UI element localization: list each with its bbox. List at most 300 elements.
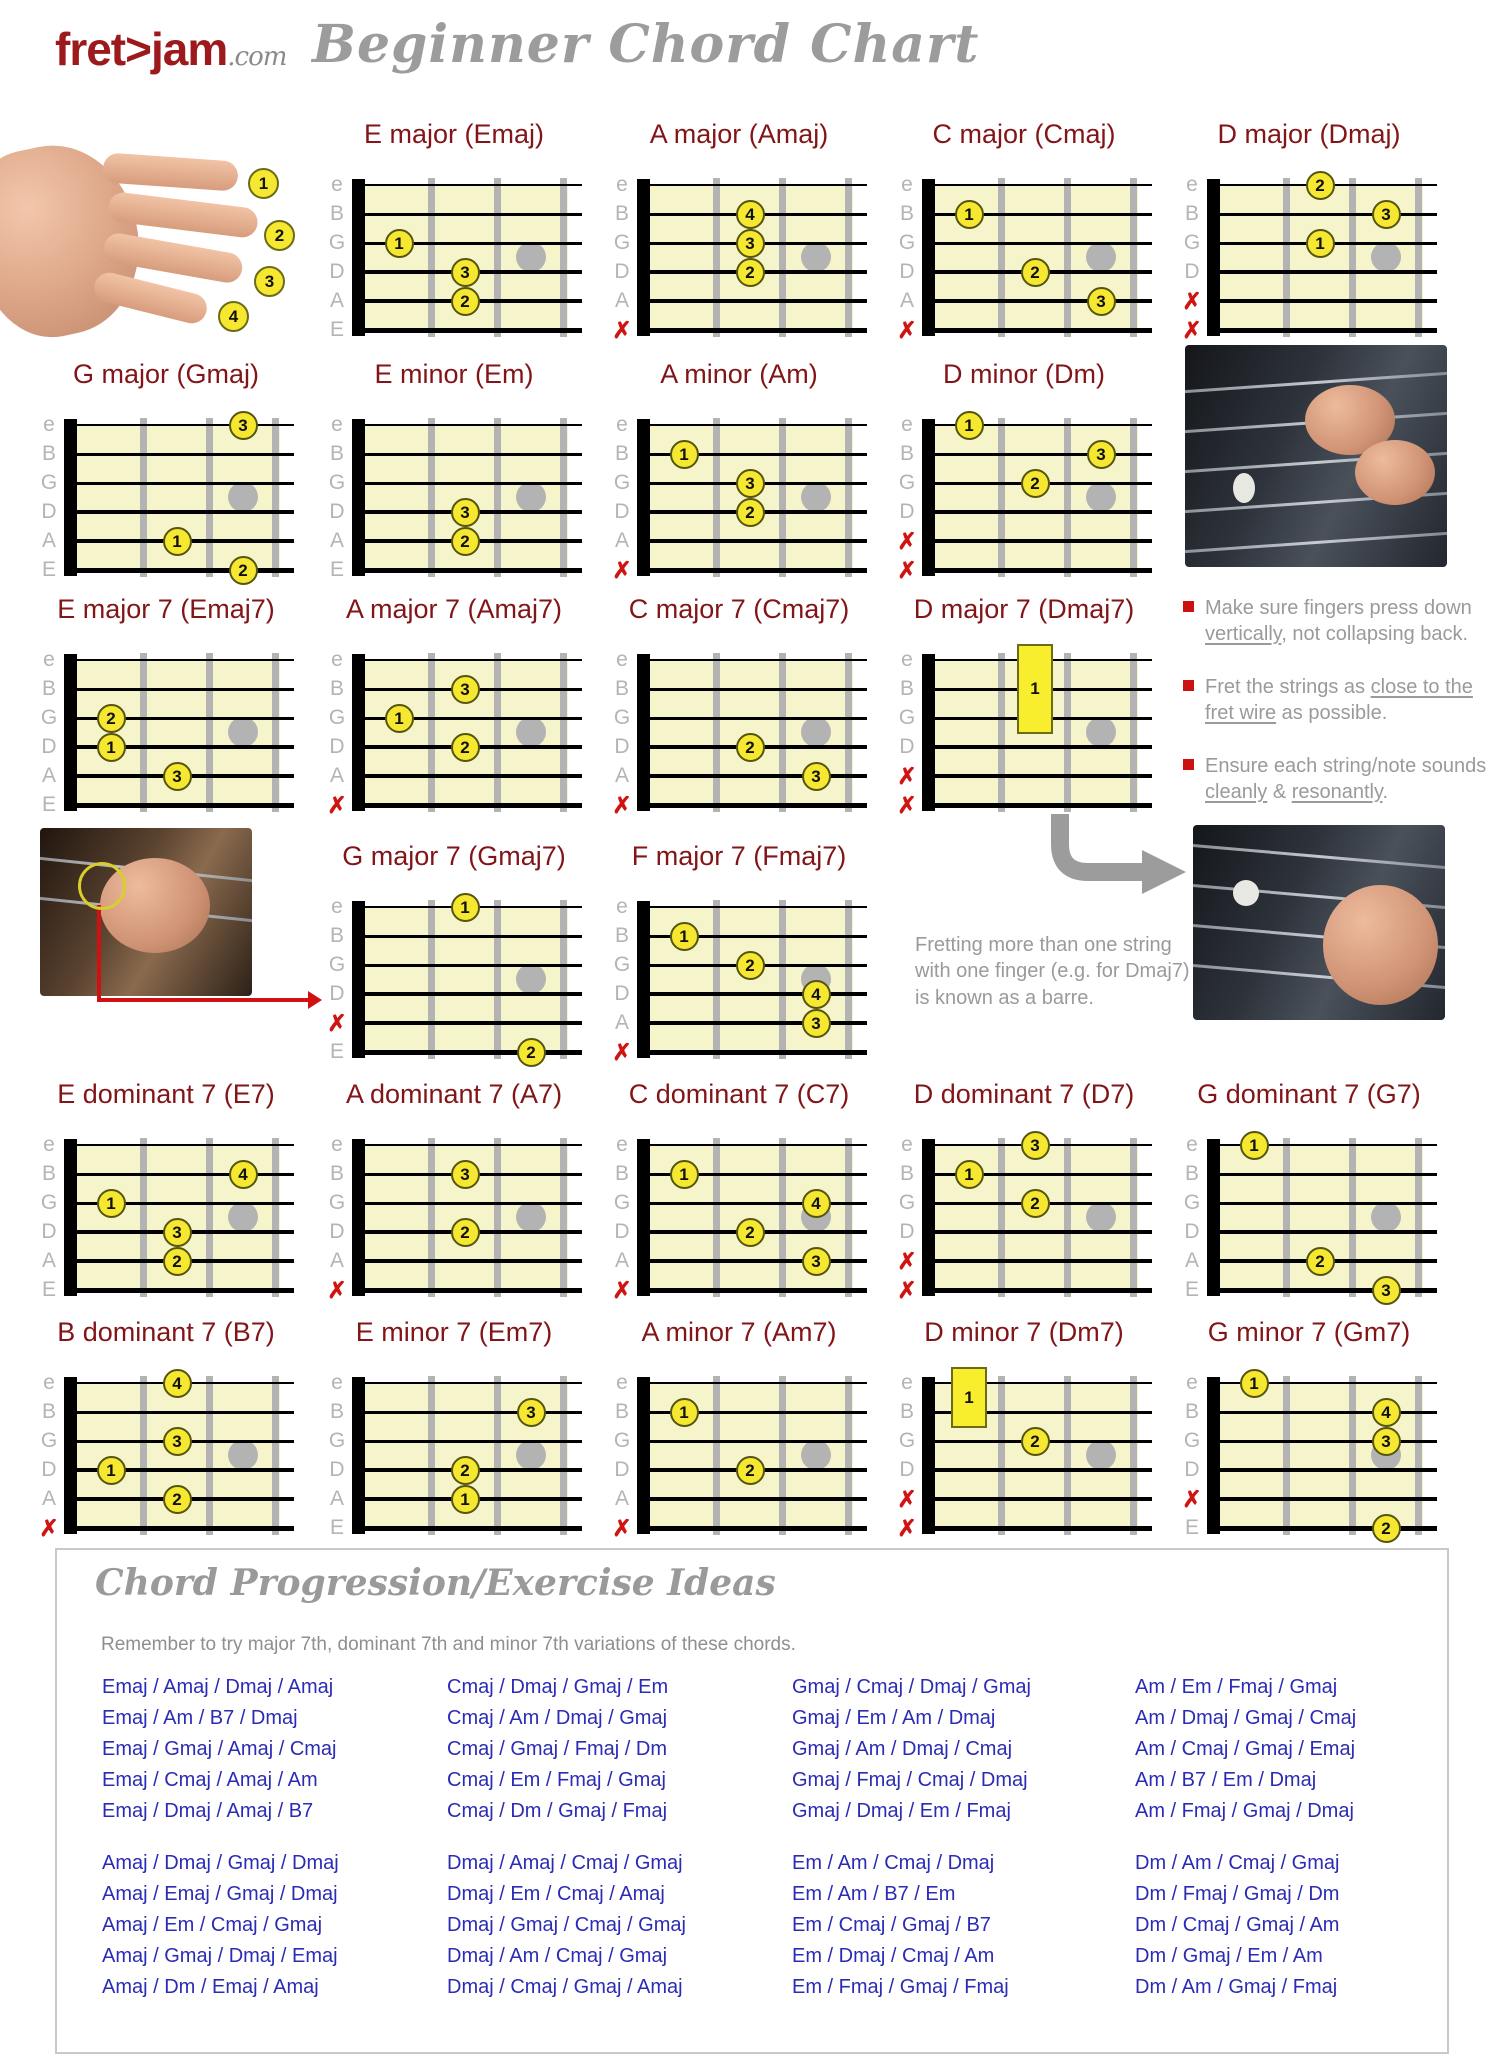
string-label-G: G	[898, 471, 916, 494]
string-label-E: E	[329, 318, 344, 341]
string-label-B: B	[614, 202, 629, 225]
finger-marker: 3	[1372, 1427, 1401, 1456]
string-line	[924, 299, 1152, 303]
finger-marker: 3	[451, 1160, 480, 1189]
string-line	[354, 453, 582, 456]
nut	[637, 901, 650, 1058]
string-label-D: D	[329, 1458, 345, 1481]
nut	[922, 179, 935, 336]
string-line	[66, 424, 294, 426]
string-label-A: A	[1184, 1249, 1199, 1272]
finger-marker: 2	[736, 733, 765, 762]
fret-wire	[560, 418, 567, 577]
string-line	[924, 568, 1152, 573]
finger-marker: 2	[1021, 1427, 1050, 1456]
progression-column	[792, 1672, 1031, 1827]
string-line	[354, 659, 582, 661]
fret-wire	[206, 418, 213, 577]
string-line	[924, 803, 1152, 808]
progression-subtitle: Remember to try major 7th, dominant 7th and minor 7th variations of these chords.	[101, 1634, 796, 1655]
string-label-G: G	[898, 1191, 916, 1214]
chord-title: E dominant 7 (E7)	[57, 1079, 275, 1109]
progression-line: Dmaj / Gmaj / Cmaj / Gmaj	[447, 1914, 686, 1936]
string-label-G: G	[613, 231, 631, 254]
fret-wire	[998, 418, 1005, 577]
fret-wire	[428, 1138, 435, 1297]
string-line	[354, 1202, 582, 1205]
string-line	[924, 184, 1152, 186]
string-line	[1209, 1440, 1437, 1443]
string-label-B: B	[614, 1400, 629, 1423]
string-label-G: G	[40, 471, 58, 494]
progression-line: Cmaj / Gmaj / Fmaj / Dm	[447, 1738, 668, 1760]
nut	[352, 654, 365, 811]
string-line	[1209, 1202, 1437, 1205]
string-line	[1209, 1468, 1437, 1472]
finger-marker: 2	[736, 498, 765, 527]
fret-wire	[560, 900, 567, 1059]
string-label-D: D	[614, 260, 630, 283]
progression-line: Gmaj / Dmaj / Em / Fmaj	[792, 1800, 1011, 1822]
progression-column	[1135, 1672, 1356, 1827]
finger-marker: 4	[802, 980, 831, 1009]
string-line	[66, 1288, 294, 1293]
string-label-A: A	[614, 289, 629, 312]
muted-x-icon: ✗	[1182, 317, 1202, 343]
finger-marker: 4	[802, 1189, 831, 1218]
finger-marker: 1	[670, 1398, 699, 1427]
tip-text: close to the fret wire	[1205, 676, 1473, 724]
fret-wire	[206, 653, 213, 812]
chord-diagram-D7	[897, 1079, 1150, 1303]
string-label-e: e	[331, 1371, 343, 1394]
string-label-A: A	[41, 1249, 56, 1272]
string-label-G: G	[328, 1191, 346, 1214]
muted-x-icon: ✗	[612, 557, 632, 583]
finger-marker: 1	[97, 733, 126, 762]
string-line	[639, 774, 867, 778]
chord-title: E major 7 (Emaj7)	[57, 594, 275, 624]
fret-wire	[713, 418, 720, 577]
progression-line: Gmaj / Em / Am / Dmaj	[792, 1707, 996, 1729]
string-line	[924, 745, 1152, 749]
finger-marker: 3	[451, 258, 480, 287]
string-label-G: G	[1183, 231, 1201, 254]
string-label-e: e	[1186, 1133, 1198, 1156]
chord-title: B dominant 7 (B7)	[57, 1317, 275, 1347]
barre-marker: 1	[951, 1367, 987, 1428]
progression-line: Am / Cmaj / Gmaj / Emaj	[1135, 1738, 1356, 1760]
string-line	[354, 964, 582, 967]
progression-column	[447, 1848, 686, 2003]
progression-line: Dm / Cmaj / Gmaj / Am	[1135, 1914, 1340, 1936]
string-label-G: G	[40, 1429, 58, 1452]
string-label-B: B	[329, 1162, 344, 1185]
nut	[637, 419, 650, 576]
fret-marker-dot	[801, 242, 831, 272]
photo-finger-closeup	[40, 828, 252, 996]
string-label-B: B	[899, 442, 914, 465]
muted-x-icon: ✗	[612, 792, 632, 818]
finger-marker: 3	[163, 1218, 192, 1247]
string-label-D: D	[1184, 260, 1200, 283]
tip-text: , not collapsing back.	[1281, 623, 1469, 645]
barre-note-text: Fretting more than one string with one finger (e.g. for Dmaj7) is known as a barre.	[915, 934, 1190, 1009]
fret-wire	[1064, 1376, 1071, 1535]
nut	[922, 1377, 935, 1534]
nut	[922, 419, 935, 576]
fret-wire	[206, 1376, 213, 1535]
nut	[352, 1377, 365, 1534]
finger-number-label: 2	[264, 220, 295, 251]
string-line	[924, 1497, 1152, 1501]
finger-marker: 1	[451, 1485, 480, 1514]
nut	[1207, 1377, 1220, 1534]
fret-wire	[779, 900, 786, 1059]
finger-marker: 2	[1021, 469, 1050, 498]
nut	[352, 179, 365, 336]
finger-marker: 2	[736, 1456, 765, 1485]
annotation-arrowhead-icon	[308, 991, 322, 1009]
finger-marker: 3	[1372, 200, 1401, 229]
chord-diagram-Cmaj	[897, 119, 1150, 343]
string-label-B: B	[614, 677, 629, 700]
fret-wire	[206, 1138, 213, 1297]
nut	[1207, 179, 1220, 336]
chord-title: E minor (Em)	[374, 359, 534, 389]
string-label-D: D	[899, 735, 915, 758]
string-line	[66, 1411, 294, 1414]
string-line	[354, 1440, 582, 1443]
string-label-D: D	[329, 735, 345, 758]
chord-title: C dominant 7 (C7)	[628, 1079, 850, 1109]
fret-wire	[845, 900, 852, 1059]
tip-text: as possible.	[1276, 702, 1388, 724]
string-line	[924, 328, 1152, 333]
tip-item	[1183, 753, 1498, 805]
progression-column	[102, 1672, 337, 1827]
chord-diagram-C7	[612, 1079, 865, 1303]
progression-line: Emaj / Am / B7 / Dmaj	[102, 1707, 298, 1729]
tip-text: &	[1267, 781, 1292, 803]
string-label-G: G	[898, 706, 916, 729]
tip-text: resonantly	[1291, 781, 1383, 803]
string-line	[639, 906, 867, 908]
finger-marker: 1	[955, 411, 984, 440]
string-label-e: e	[616, 173, 628, 196]
chord-diagram-Em7	[328, 1317, 580, 1539]
string-label-e: e	[331, 173, 343, 196]
photo-fretting-hand-2	[1193, 825, 1445, 1020]
progression-line: Cmaj / Em / Fmaj / Gmaj	[447, 1769, 666, 1791]
string-line	[639, 184, 867, 186]
string-label-e: e	[331, 413, 343, 436]
nut	[637, 1377, 650, 1534]
string-label-D: D	[614, 982, 630, 1005]
string-line	[639, 1202, 867, 1205]
chord-title: G dominant 7 (G7)	[1197, 1079, 1421, 1109]
fret-marker-dot	[1086, 1202, 1116, 1232]
fret-wire	[428, 653, 435, 812]
finger-marker: 3	[451, 498, 480, 527]
chord-diagram-Em	[328, 359, 580, 581]
chord-diagram-A7	[327, 1079, 580, 1303]
fret-wire	[713, 1376, 720, 1535]
string-line	[1209, 270, 1437, 274]
string-label-E: E	[329, 1516, 344, 1539]
muted-x-icon: ✗	[897, 528, 917, 554]
chord-title: F major 7 (Fmaj7)	[631, 841, 847, 871]
string-line	[924, 453, 1152, 456]
string-label-B: B	[329, 677, 344, 700]
progression-line: Em / Dmaj / Cmaj / Am	[792, 1945, 995, 1967]
muted-x-icon: ✗	[327, 792, 347, 818]
string-label-D: D	[614, 500, 630, 523]
string-label-B: B	[41, 442, 56, 465]
fret-wire	[428, 178, 435, 337]
string-label-e: e	[331, 648, 343, 671]
curved-arrow-icon	[1040, 812, 1190, 904]
fret-wire	[1349, 1376, 1356, 1535]
string-line	[639, 1288, 867, 1293]
string-line	[354, 935, 582, 938]
fret-marker-dot	[1086, 717, 1116, 747]
string-line	[66, 568, 294, 573]
string-label-e: e	[43, 1371, 55, 1394]
string-label-A: A	[329, 764, 344, 787]
finger-marker: 1	[670, 922, 699, 951]
progression-line: Amaj / Emaj / Gmaj / Dmaj	[102, 1883, 338, 1905]
progression-line: Dm / Am / Gmaj / Fmaj	[1135, 1976, 1338, 1998]
fret-marker-dot	[228, 1440, 258, 1470]
muted-x-icon: ✗	[897, 1515, 917, 1541]
tip-text: Fret the strings as	[1205, 676, 1371, 698]
string-line	[354, 1411, 582, 1414]
tip-bullet-icon	[1183, 601, 1194, 612]
string-label-e: e	[331, 895, 343, 918]
fret-wire	[779, 1138, 786, 1297]
string-label-e: e	[331, 1133, 343, 1156]
string-label-A: A	[614, 1487, 629, 1510]
fret-wire	[1130, 1376, 1137, 1535]
string-line	[639, 1144, 867, 1146]
string-label-D: D	[899, 260, 915, 283]
string-label-B: B	[899, 677, 914, 700]
string-line	[1209, 1411, 1437, 1414]
fret-wire	[713, 653, 720, 812]
tip-bullet-icon	[1183, 759, 1194, 770]
finger-marker: 2	[163, 1247, 192, 1276]
string-line	[924, 1526, 1152, 1531]
string-label-D: D	[899, 1220, 915, 1243]
finger-marker: 2	[451, 527, 480, 556]
finger-marker: 1	[97, 1456, 126, 1485]
finger-marker: 3	[1087, 287, 1116, 316]
string-line	[924, 774, 1152, 778]
finger-marker: 4	[736, 200, 765, 229]
finger-marker: 2	[451, 1456, 480, 1485]
muted-x-icon: ✗	[39, 1515, 59, 1541]
muted-x-icon: ✗	[897, 557, 917, 583]
finger-marker: 4	[163, 1369, 192, 1398]
fret-marker-dot	[228, 482, 258, 512]
chord-title: G major (Gmaj)	[72, 359, 259, 389]
string-label-e: e	[43, 648, 55, 671]
nut	[637, 179, 650, 336]
string-line	[639, 1050, 867, 1055]
fret-wire	[779, 653, 786, 812]
string-label-A: A	[329, 1249, 344, 1272]
string-label-D: D	[329, 260, 345, 283]
string-label-A: A	[41, 529, 56, 552]
fret-wire	[998, 178, 1005, 337]
string-line	[639, 1526, 867, 1531]
finger-marker: 3	[229, 411, 258, 440]
string-line	[354, 1288, 582, 1293]
string-label-G: G	[328, 706, 346, 729]
progression-line: Am / B7 / Em / Dmaj	[1135, 1769, 1317, 1791]
chord-title: D dominant 7 (D7)	[913, 1079, 1135, 1109]
string-line	[354, 568, 582, 573]
fret-wire	[779, 1376, 786, 1535]
fret-wire	[140, 418, 147, 577]
string-label-G: G	[613, 1191, 631, 1214]
string-line	[354, 213, 582, 216]
fret-marker-dot	[516, 242, 546, 272]
string-label-e: e	[901, 173, 913, 196]
chord-diagram-Cmaj7	[612, 594, 865, 818]
string-label-G: G	[328, 953, 346, 976]
finger-marker: 2	[736, 258, 765, 287]
string-label-e: e	[616, 648, 628, 671]
muted-x-icon: ✗	[612, 1039, 632, 1065]
finger-marker: 3	[451, 675, 480, 704]
progression-line: Dm / Am / Cmaj / Gmaj	[1135, 1852, 1340, 1874]
string-label-G: G	[1183, 1191, 1201, 1214]
fret-wire	[779, 418, 786, 577]
chord-diagram-Gmaj7	[327, 841, 580, 1063]
chord-diagram-Emaj	[328, 119, 580, 341]
progression-line: Cmaj / Dm / Gmaj / Fmaj	[447, 1800, 668, 1822]
string-label-E: E	[329, 558, 344, 581]
string-line	[639, 717, 867, 720]
chord-diagram-Amaj	[612, 119, 865, 343]
finger-marker: 3	[1372, 1276, 1401, 1305]
page-title: Beginner Chord Chart	[312, 14, 980, 75]
annotation-arrow-vertical	[97, 905, 101, 1002]
fret-wire	[1130, 1138, 1137, 1297]
string-label-B: B	[899, 202, 914, 225]
muted-x-icon: ✗	[897, 1248, 917, 1274]
chord-title: E major (Emaj)	[363, 119, 545, 149]
muted-x-icon: ✗	[897, 317, 917, 343]
logo-arrow-icon: >	[125, 23, 151, 75]
string-label-e: e	[616, 1371, 628, 1394]
chord-diagram-Emaj7	[40, 594, 292, 816]
string-line	[1209, 213, 1437, 216]
nut	[64, 654, 77, 811]
string-line	[1209, 1230, 1437, 1234]
string-line	[66, 1526, 294, 1531]
string-line	[924, 1468, 1152, 1472]
string-line	[354, 1259, 582, 1263]
finger-marker: 2	[1306, 1247, 1335, 1276]
finger-marker: 1	[163, 527, 192, 556]
string-line	[924, 242, 1152, 245]
string-label-B: B	[1184, 1400, 1199, 1423]
string-line	[639, 568, 867, 573]
nut	[352, 1139, 365, 1296]
finger-marker: 4	[229, 1160, 258, 1189]
chord-title: A major 7 (Amaj7)	[345, 594, 563, 624]
chord-diagram-Dm	[897, 359, 1150, 583]
technique-tips-list	[1183, 595, 1498, 832]
string-line	[354, 1050, 582, 1055]
string-label-B: B	[329, 202, 344, 225]
chord-title: A minor 7 (Am7)	[641, 1317, 837, 1347]
string-label-A: A	[899, 289, 914, 312]
progression-line: Gmaj / Fmaj / Cmaj / Dmaj	[792, 1769, 1028, 1791]
string-line	[639, 1021, 867, 1025]
finger-marker: 2	[1021, 258, 1050, 287]
string-line	[639, 299, 867, 303]
nut	[352, 419, 365, 576]
tip-text: Ensure each string/note sounds	[1205, 755, 1487, 777]
progression-line: Dmaj / Cmaj / Gmaj / Amaj	[447, 1976, 683, 1998]
fret-wire	[845, 1138, 852, 1297]
chord-diagram-Fmaj7	[612, 841, 865, 1065]
fret-wire	[1415, 178, 1422, 337]
nut	[64, 419, 77, 576]
progression-line: Cmaj / Am / Dmaj / Gmaj	[447, 1707, 668, 1729]
string-label-G: G	[328, 471, 346, 494]
finger-marker: 2	[736, 1218, 765, 1247]
fret-wire	[1064, 653, 1071, 812]
tip-bullet-icon	[1183, 680, 1194, 691]
fret-wire	[845, 653, 852, 812]
string-line	[924, 510, 1152, 514]
progression-line: Am / Dmaj / Gmaj / Cmaj	[1135, 1707, 1357, 1729]
fret-wire	[494, 418, 501, 577]
finger-marker: 4	[1372, 1398, 1401, 1427]
chord-diagram-B7	[39, 1317, 292, 1541]
fret-wire	[779, 178, 786, 337]
progression-line: Amaj / Gmaj / Dmaj / Emaj	[102, 1945, 338, 1967]
fret-wire	[1283, 178, 1290, 337]
string-line	[639, 992, 867, 996]
fret-wire	[140, 1138, 147, 1297]
string-line	[639, 424, 867, 426]
string-line	[639, 1440, 867, 1443]
string-label-A: A	[614, 529, 629, 552]
annotation-circle-icon	[78, 862, 126, 910]
finger-marker: 3	[163, 762, 192, 791]
string-line	[639, 1382, 867, 1384]
string-line	[1209, 1497, 1437, 1501]
string-label-e: e	[901, 413, 913, 436]
fret-wire	[428, 900, 435, 1059]
progression-line: Dmaj / Em / Cmaj / Amaj	[447, 1883, 665, 1905]
fret-wire	[1415, 1138, 1422, 1297]
string-line	[354, 1382, 582, 1384]
progression-column	[102, 1848, 339, 2003]
progression-column	[447, 1672, 668, 1827]
fret-wire	[272, 1138, 279, 1297]
string-line	[1209, 1526, 1437, 1531]
progression-column	[792, 1848, 1009, 2003]
finger-marker: 1	[1240, 1131, 1269, 1160]
string-label-B: B	[41, 677, 56, 700]
